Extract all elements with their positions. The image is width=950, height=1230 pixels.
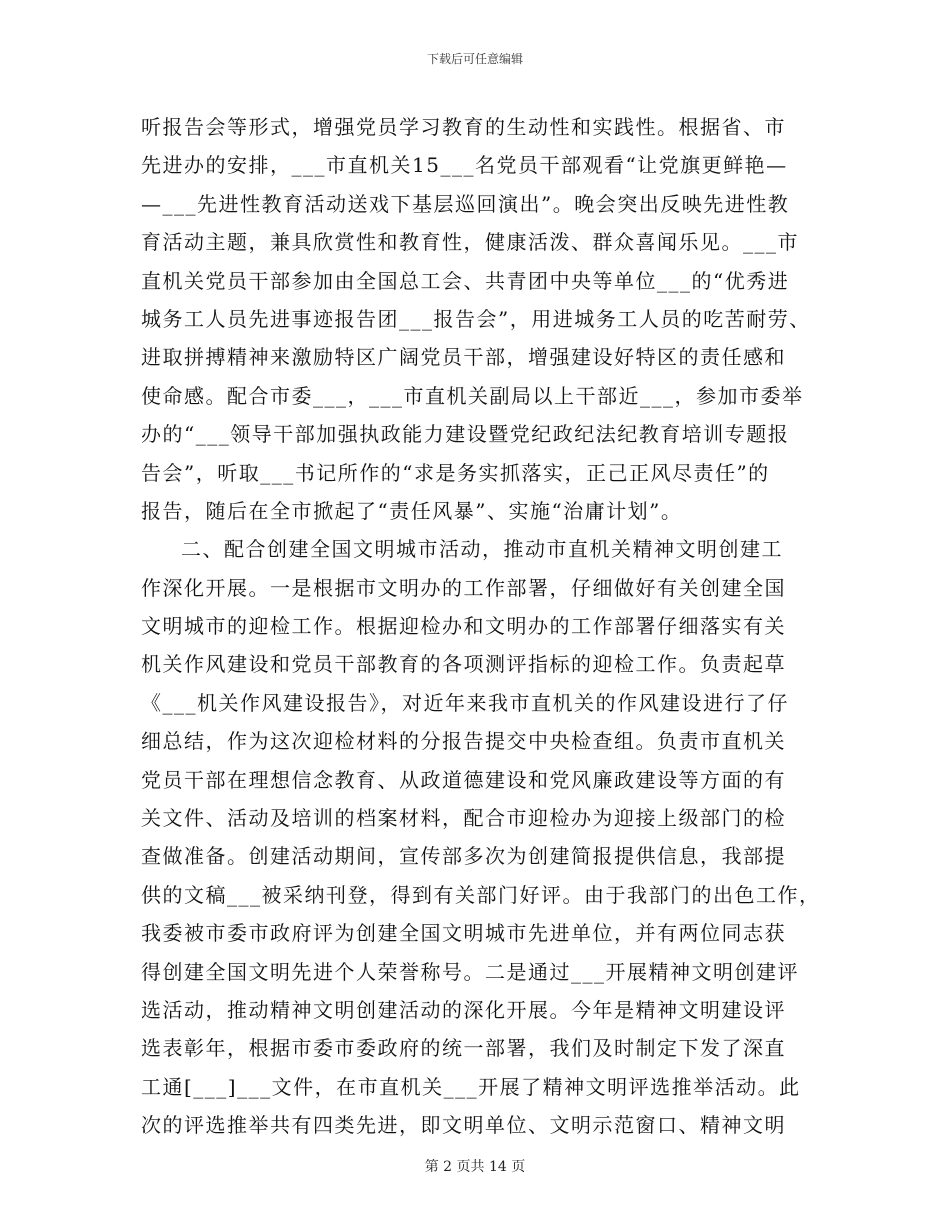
text-line-1: 听报告会等形式，增强党员学习教育的生动性和实践性。根据省、市: [141, 115, 786, 139]
text-line-27: 次的评选推举共有四类先进，即文明单位、文明示范窗口、精神文明: [141, 1113, 786, 1138]
text-line-10: 告会”，听取___书记所作的“求是务实抓落实，正己正风尽责任”的: [141, 460, 770, 485]
text-line-18: 党员干部在理想信念教育、从政道德建设和党风廉政建设等方面的有: [141, 767, 786, 792]
text-line-12: 二、配合创建全国文明城市活动，推动市直机关精神文明创建工: [181, 537, 783, 562]
text-line-5: 直机关党员干部参加由全国总工会、共青团中央等单位___的“优秀进: [141, 268, 790, 293]
text-line-21: 供的文稿___被采纳刊登，得到有关部门好评。由于我部门的出色工作，: [141, 882, 821, 907]
text-line-13: 作深化开展。一是根据市文明办的工作部署，仔细做好有关创建全国: [141, 575, 786, 600]
text-line-19: 关文件、活动及培训的档案材料，配合市迎检办为迎接上级部门的检: [141, 806, 786, 831]
text-line-15: 机关作风建设和党员干部教育的各项测评指标的迎检工作。负责起草: [141, 652, 786, 677]
text-line-14: 文明城市的迎检工作。根据迎检办和文明办的工作部署仔细落实有关: [141, 614, 786, 639]
text-line-16: 《___机关作风建设报告》，对近年来我市直机关的作风建设进行了仔: [141, 690, 789, 715]
page-header-note: 下载后可任意编辑: [426, 52, 523, 66]
text-line-17: 细总结，作为这次迎检材料的分报告提交中央检查组。负责市直机关: [141, 729, 786, 754]
text-line-22: 我委被市委市政府评为创建全国文明城市先进单位，并有两位同志获: [141, 921, 786, 946]
document-body: [141, 108, 831, 1145]
text-line-11: 报告，随后在全市掀起了“责任风暴”、实施“治庸计划”。: [141, 498, 683, 523]
text-line-9: 办的“___领导干部加强执政能力建设暨党纪政纪法纪教育培训专题报: [141, 422, 790, 447]
text-line-20: 查做准备。创建活动期间，宣传部多次为创建简报提供信息，我部提: [141, 844, 786, 869]
page-number-footer: 第 2 页共 14 页: [424, 1159, 526, 1175]
text-line-4: 育活动主题，兼具欣赏性和教育性，健康活泼、群众喜闻乐见。___市: [141, 230, 799, 255]
text-line-8: 使命感。配合市委___，___市直机关副局以上干部近___，参加市委举: [141, 383, 804, 408]
text-line-3: —___先进性教育活动送戏下基层巡回演出”。晚会突出反映先进性教: [141, 191, 790, 216]
text-line-23: 得创建全国文明先进个人荣誉称号。二是通过___开展精神文明创建评: [141, 959, 799, 984]
text-line-6: 城务工人员先进事迹报告团___报告会”，用进城务工人员的吃苦耐劳、: [141, 306, 811, 331]
text-line-7: 进取拼搏精神来激励特区广阔党员干部，增强建设好特区的责任感和: [141, 345, 786, 370]
text-line-24: 选活动，推动精神文明创建活动的深化开展。今年是精神文明建设评: [141, 997, 786, 1022]
text-line-26: 工通[___]___文件，在市直机关___开展了精神文明评选推举活动。此: [141, 1074, 801, 1099]
text-line-2: 先进办的安排，___市直机关15___名党员干部观看“让党旗更鲜艳—: [141, 153, 788, 178]
text-line-25: 选表彰年，根据市委市委政府的统一部署，我们及时制定下发了深直: [141, 1036, 786, 1061]
